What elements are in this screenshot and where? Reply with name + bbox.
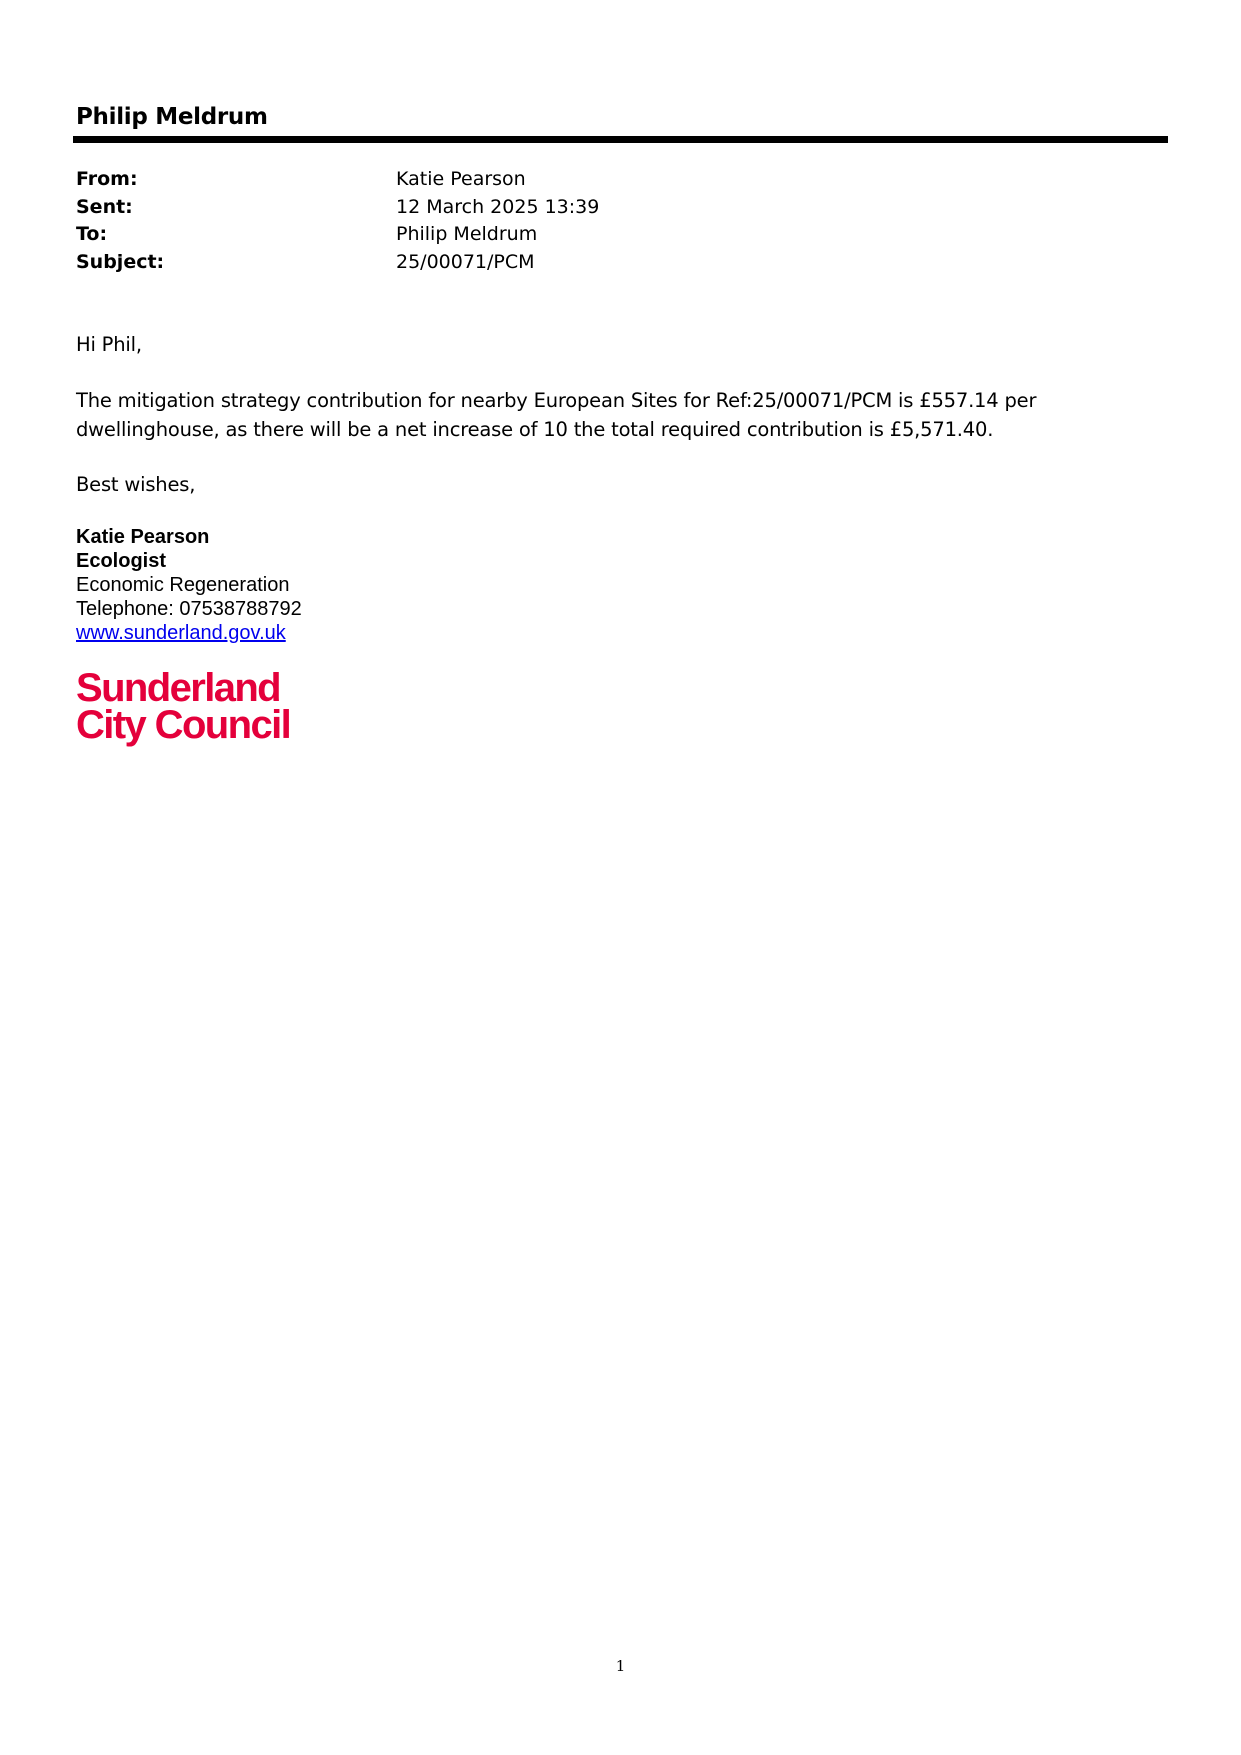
mailbox-owner-title: Philip Meldrum bbox=[76, 104, 268, 130]
to-value: Philip Meldrum bbox=[396, 223, 538, 246]
sent-label: Sent: bbox=[76, 195, 133, 218]
logo-line-1: Sunderland bbox=[76, 666, 281, 710]
logo-line-2: City Council bbox=[76, 703, 291, 747]
from-label: From: bbox=[76, 168, 138, 190]
page-number: 1 bbox=[615, 1657, 626, 1675]
body-line-1: The mitigation strategy contribution for nearby European Sites for Ref:25/00071/PCM is £557.14 per bbox=[76, 389, 1037, 412]
signature-telephone: Telephone: 07538788792 bbox=[76, 598, 302, 620]
sent-value: 12 March 2025 13:39 bbox=[396, 195, 600, 218]
subject-label: Subject: bbox=[76, 251, 165, 274]
subject-value: 25/00071/PCM bbox=[396, 251, 535, 274]
email-signature bbox=[76, 525, 302, 645]
signature-department: Economic Regeneration bbox=[76, 574, 290, 596]
from-value: Katie Pearson bbox=[396, 168, 526, 190]
header-divider bbox=[73, 136, 1168, 143]
to-label: To: bbox=[76, 223, 108, 246]
sunderland-city-council-logo bbox=[76, 666, 291, 747]
body-line-2: dwellinghouse, as there will be a net increase of 10 the total required contribution is £5,571.40. bbox=[76, 418, 994, 441]
greeting: Hi Phil, bbox=[76, 333, 142, 356]
signature-name: Katie Pearson bbox=[76, 526, 210, 548]
signature-role: Ecologist bbox=[76, 550, 167, 572]
website-link[interactable]: www.sunderland.gov.uk bbox=[76, 622, 286, 644]
sign-off: Best wishes, bbox=[76, 473, 196, 496]
